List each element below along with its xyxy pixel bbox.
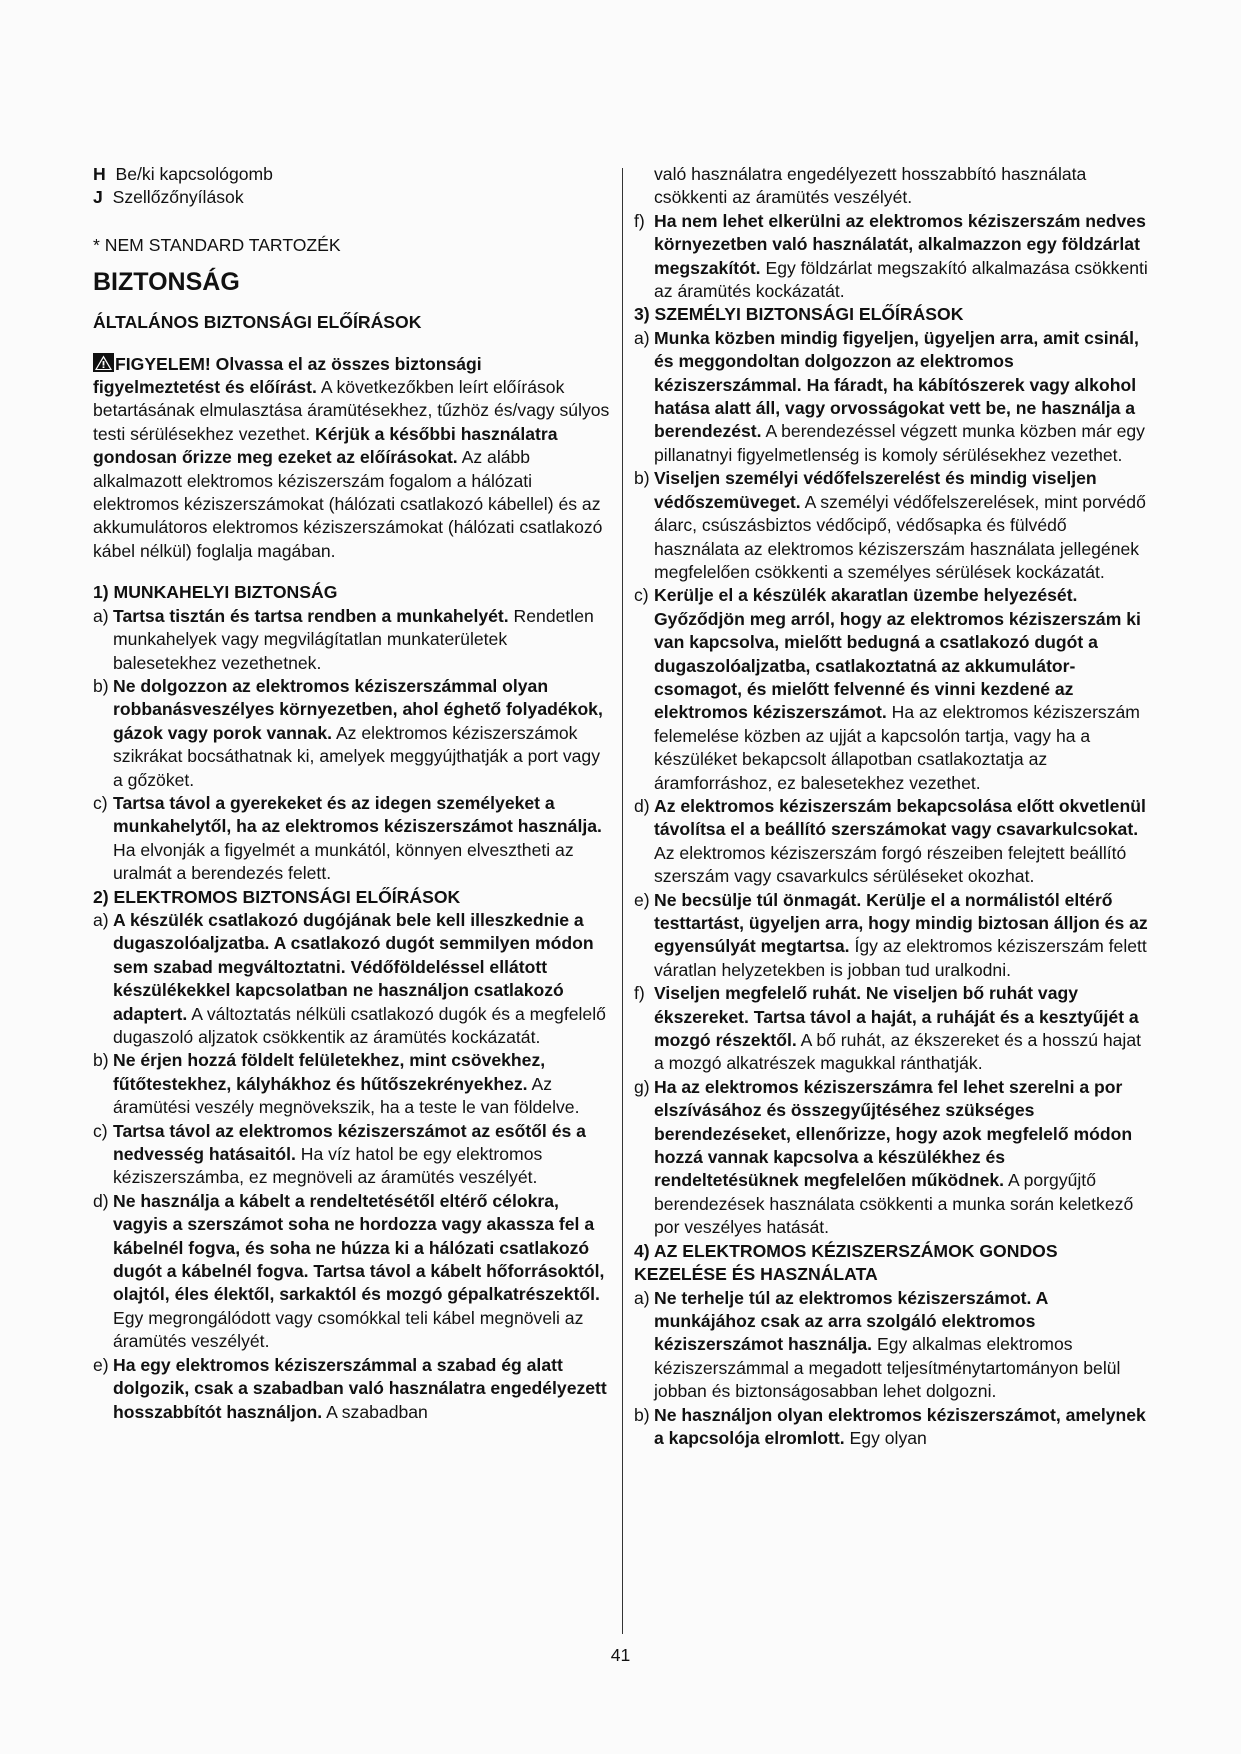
page-number: 41: [610, 1645, 631, 1665]
list-item: g) Ha az elektromos kéziszerszámra fel lehet szerelni a por elszívásához és összegyűjtéséhez szükséges berendezéseket, ellenőrizze, hogy azok megfelelő módon hozzá vannak kapcsolva a készülékhez és rendeltetésüknek megfelelően működnek. A porgyűjtő berendezések használata csökkenti a munka során keletkező por veszélyes hatását.: [634, 1076, 1134, 1238]
section-4-heading: 4) AZ ELEKTROMOS KÉZISZERSZÁMOK GONDOS KEZELÉSE ÉS HASZNÁLATA: [634, 1240, 1058, 1285]
list-item: b) Ne dolgozzon az elektromos kéziszerszámmal olyan robbanásveszélyes környezetben, ahol éghető folyadékok, gázok vagy porok vannak. Az elektromos kéziszerszámok szikrákat bocsáthatnak ki, amelyek meggyújthatják a port vagy a gőzöket.: [93, 675, 603, 790]
list-item: d) Ne használja a kábelt a rendeltetésétől eltérő célokra, vagyis a szerszámot soha ne hordozza vagy akassza fel a kábelnél fogva, és soha ne húzza ki a hálózati csatlakozó dugót a kábelnél fogva. Tartsa távol a kábelt hőforrásoktól, olajtól, éles élektől, sarkaktól és mozgó gépalkatrészektől. Egy megrongálódott vagy csomókkal teli kábel megnöveli az áramütés veszélyét.: [93, 1190, 605, 1352]
section-1-heading: 1) MUNKAHELYI BIZTONSÁG: [93, 582, 338, 603]
warning-icon: [93, 353, 114, 372]
legend-item-h: H Be/ki kapcsológomb: [93, 164, 273, 184]
right-column: [634, 163, 1154, 1450]
list-item: a) Tartsa tisztán és tartsa rendben a munkahelyét. Rendetlen munkahelyek vagy megvilágítatlan munkaterületek balesetekhez vezethetnek.: [93, 605, 594, 673]
list-item: f) Viseljen megfelelő ruhát. Ne viseljen bő ruhát vagy ékszereket. Tartsa távol a haját, a ruháját és a kesztyűjét a mozgó részektől. A bő ruhát, az ékszereket és a hosszú hajat a mozgó alkatrészek magukkal ránthatják.: [634, 983, 1142, 1074]
section-2-heading: 2) ELEKTROMOS BIZTONSÁGI ELŐÍRÁSOK: [93, 886, 461, 907]
list-item: d) Az elektromos kéziszerszám bekapcsolása előtt okvetlenül távolítsa el a beállító szerszámokat vagy csavarkulcsokat. Az elektromos kéziszerszám forgó részeiben felejtett beállító szerszám vagy csavarkulcs sérüléseket okozhat.: [634, 795, 1146, 887]
list-item: b) Ne érjen hozzá földelt felületekhez, mint csövekhez, fűtőtestekhez, kályhákhoz és hűtőszekrényekhez. Az áramütési veszély megnövekszik, ha a teste le van földelve.: [93, 1050, 580, 1118]
general-warning: FIGYELEM! Olvassa el az összes biztonsági figyelmeztetést és előírást. A következőkben leírt előírások betartásának elmulasztása áramütésekhez, tűzhöz és/vagy súlyos testi sérülésekhez vezethet. Kérjük a későbbi használatra gondosan őrizze meg ezeket az előírásokat. Az alább alkalmazott elektromos kéziszerszám fogalom a hálózati elektromos kéziszerszámokat (hálózati csatlakozó kábellel) és az akkumulátoros elektromos kéziszerszámokat (hálózati csatlakozó kábel nélkül) foglalja magában.: [93, 353, 610, 561]
list-item: b) Viseljen személyi védőfelszerelést és mindig viseljen védőszemüveget. A személyi védőfelszerelések, mint porvédő álarc, csúszásbiztos védőcipő, védősapka és fülvédő használata az elektromos kéziszerszám használata jellegének megfelelően csökkenti a személyes sérülések kockázatát.: [634, 468, 1146, 582]
continuation-text: való használatra engedélyezett hosszabbító használata csökkenti az áramütés veszélyét.: [654, 164, 1087, 208]
list-item: b) Ne használjon olyan elektromos kéziszerszámot, amelynek a kapcsolója elromlott. Egy olyan: [634, 1404, 1146, 1448]
list-item: a) Ne terhelje túl az elektromos kéziszerszámot. A munkájához csak az arra szolgáló elektromos kéziszerszámot használja. Egy alkalmas elektromos kéziszerszámmal a megadott teljesítménytartományon belül jobban és biztonságosabban lehet dolgozni.: [634, 1287, 1121, 1402]
section-title: BIZTONSÁG: [93, 268, 240, 297]
subsection-title: ÁLTALÁNOS BIZTONSÁGI ELŐÍRÁSOK: [93, 312, 422, 333]
left-column: [93, 163, 611, 1424]
list-item: a) Munka közben mindig figyeljen, ügyeljen arra, amit csinál, és meggondoltan dolgozzon az elektromos kéziszerszámmal. Ha fáradt, ha kábítószerek vagy alkohol hatása alatt áll, vagy orvosságokat vett be, ne használja a berendezést. A berendezéssel végzett munka közben már egy pillanatnyi figyelmetlenség is komoly sérülésekhez vezethet.: [634, 327, 1145, 465]
optional-accessory-note: * NEM STANDARD TARTOZÉK: [93, 234, 341, 255]
list-item: c) Tartsa távol a gyerekeket és az idegen személyeket a munkahelytől, ha az elektromos kéziszerszámot használja. Ha elvonják a figyelmét a munkától, könnyen elvesztheti az uralmát a berendezés felett.: [93, 792, 602, 884]
list-item: c) Kerülje el a készülék akaratlan üzembe helyezését. Győződjön meg arról, hogy az elektromos kéziszerszám ki van kapcsolva, mielőtt bedugná a csatlakozó dugót a dugaszolóaljzatba, csatlakoztatná az akkumulátor-csomagot, és mielőtt felvenné és vinni kezdené az elektromos kéziszerszámot. Ha az elektromos kéziszerszám felemelése közben az ujját a kapcsolón tartja, vagy ha a készüléket bekapcsolt állapotban csatlakoztatja az áramforráshoz, ez balesetekhez vezethet.: [634, 585, 1141, 793]
list-item: c) Tartsa távol az elektromos kéziszerszámot az esőtől és a nedvesség hatásaitól. Ha víz hatol be egy elektromos kéziszerszámba, ez megnöveli az áramütés veszélyét.: [93, 1120, 586, 1188]
list-item: f) Ha nem lehet elkerülni az elektromos kéziszerszám nedves környezetben való használatát, alkalmazzon egy földzárlat megszakítót. Egy földzárlat megszakító alkalmazása csökkenti az áramütés kockázatát.: [634, 210, 1148, 302]
legend-item-j: J Szellőzőnyílások: [93, 187, 244, 208]
list-item: e) Ne becsülje túl önmagát. Kerülje el a normálistól eltérő testtartást, ügyeljen arra, hogy mindig biztosan álljon és az egyensúlyát megtartsa. Így az elektromos kéziszerszám felett váratlan helyzetekben is jobban tud uralkodni.: [634, 889, 1148, 980]
list-item: a) A készülék csatlakozó dugójának bele kell illeszkednie a dugaszolóaljzatba. A csatlakozó dugót semmilyen módon sem szabad megváltoztatni. Védőföldeléssel ellátott készülékekkel kapcsolatban ne használjon csatlakozó adaptert. A változtatás nélküli csatlakozó dugók és a megfelelő dugaszoló aljzatok csökkentik az áramütés kockázatát.: [93, 909, 606, 1047]
section-3-heading: 3) SZEMÉLYI BIZTONSÁGI ELŐÍRÁSOK: [634, 304, 964, 325]
list-item: e) Ha egy elektromos kéziszerszámmal a szabad ég alatt dolgozik, csak a szabadban való használatra engedélyezett hosszabbítót használjon. A szabadban: [93, 1354, 607, 1422]
column-divider: [622, 168, 623, 1634]
